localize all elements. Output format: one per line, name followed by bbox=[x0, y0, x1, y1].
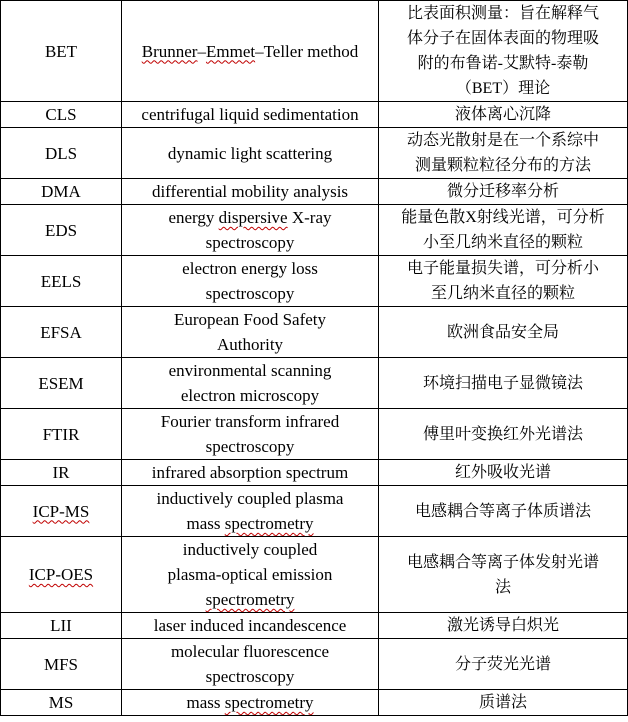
english-name-cell bbox=[122, 102, 379, 128]
english-text: infrared absorption spectrum bbox=[151, 463, 349, 482]
english-line bbox=[125, 179, 375, 204]
chinese-name-cell bbox=[379, 128, 628, 179]
chinese-name-cell bbox=[379, 1, 628, 102]
english-line bbox=[125, 102, 375, 127]
english-text: laser induced incandescence bbox=[153, 616, 347, 635]
misspelled-word: spectrometry bbox=[224, 693, 314, 712]
misspelled-word: Brunner bbox=[141, 41, 198, 61]
chinese-line: 电感耦合等离子体发射光谱 bbox=[406, 553, 599, 571]
abbreviation-text: CLS bbox=[45, 105, 77, 124]
chinese-name-cell bbox=[379, 179, 628, 205]
english-line bbox=[125, 511, 375, 536]
chinese-line: 傅里叶变换红外光谱法 bbox=[422, 425, 583, 443]
english-line bbox=[125, 141, 375, 166]
chinese-line: 能量色散X射线光谱，可分析 bbox=[401, 209, 605, 226]
english-name-cell bbox=[122, 639, 379, 690]
table-row bbox=[1, 486, 628, 537]
table-row bbox=[1, 639, 628, 690]
english-name-cell bbox=[122, 1, 379, 102]
abbreviation-cell bbox=[1, 537, 122, 613]
misspelled-word: spectrometry bbox=[205, 590, 295, 609]
chinese-name-cell bbox=[379, 639, 628, 690]
misspelled-word: Emmet bbox=[205, 41, 256, 61]
english-text: energy bbox=[168, 208, 219, 227]
english-line bbox=[125, 383, 375, 408]
english-line bbox=[125, 486, 375, 511]
english-text: molecular fluorescence bbox=[170, 642, 330, 661]
english-line bbox=[125, 562, 375, 587]
table-row bbox=[1, 613, 628, 639]
table-row bbox=[1, 1, 628, 102]
english-name-cell bbox=[122, 179, 379, 205]
abbreviation-cell bbox=[1, 307, 122, 358]
chinese-name-cell bbox=[379, 537, 628, 613]
chinese-name-cell bbox=[379, 358, 628, 409]
english-name-cell bbox=[122, 307, 379, 358]
abbreviation-text: EFSA bbox=[40, 322, 82, 342]
chinese-line: 体分子在固体表面的物理吸 bbox=[406, 30, 599, 47]
chinese-name-cell bbox=[379, 307, 628, 358]
english-text: X-ray bbox=[287, 208, 332, 227]
english-line bbox=[125, 460, 375, 485]
abbreviation-cell bbox=[1, 128, 122, 179]
english-text: electron microscopy bbox=[180, 386, 320, 405]
chinese-line: 分子荧光光谱 bbox=[454, 655, 551, 673]
english-name-cell bbox=[122, 409, 379, 460]
misspelled-word: spectrometry bbox=[224, 514, 314, 533]
abbreviation-text: DLS bbox=[44, 143, 78, 163]
english-text: centrifugal liquid sedimentation bbox=[141, 105, 359, 124]
table-row bbox=[1, 690, 628, 716]
chinese-name-cell bbox=[379, 613, 628, 639]
chinese-line: 比表面积测量：旨在解释气 bbox=[406, 5, 599, 22]
abbreviation-text: LII bbox=[50, 616, 72, 635]
english-name-cell bbox=[122, 205, 379, 256]
chinese-line: 微分迁移率分析 bbox=[446, 183, 559, 200]
english-line bbox=[125, 664, 375, 689]
english-name-cell bbox=[122, 690, 379, 716]
chinese-line: 动态光散射是在一个系综中 bbox=[406, 132, 599, 149]
english-line bbox=[125, 537, 375, 562]
english-line bbox=[125, 205, 375, 230]
chinese-line: 质谱法 bbox=[478, 694, 527, 711]
chinese-line: 电感耦合等离子体质谱法 bbox=[414, 502, 591, 520]
abbreviation-text: FTIR bbox=[42, 424, 80, 444]
abbreviation-cell bbox=[1, 179, 122, 205]
english-text: dynamic light scattering bbox=[167, 143, 333, 163]
chinese-line: （BET）理论 bbox=[455, 80, 551, 97]
english-name-cell bbox=[122, 613, 379, 639]
chinese-name-cell bbox=[379, 690, 628, 716]
chinese-name-cell bbox=[379, 409, 628, 460]
english-name-cell bbox=[122, 486, 379, 537]
english-line bbox=[125, 358, 375, 383]
english-text: Authority bbox=[216, 335, 284, 354]
misspelled-word: dispersive bbox=[218, 208, 288, 227]
table-row bbox=[1, 409, 628, 460]
chinese-line: 激光诱导白炽光 bbox=[446, 617, 559, 634]
english-text: –Teller method bbox=[255, 41, 359, 61]
abbreviation-text: MFS bbox=[43, 654, 79, 674]
chinese-name-cell bbox=[379, 486, 628, 537]
table-row bbox=[1, 179, 628, 205]
abbreviation-cell bbox=[1, 205, 122, 256]
english-line bbox=[125, 690, 375, 715]
table-row bbox=[1, 460, 628, 486]
chinese-name-cell bbox=[379, 205, 628, 256]
english-line bbox=[125, 587, 375, 612]
chinese-line: 液体离心沉降 bbox=[454, 106, 551, 123]
english-line bbox=[125, 281, 375, 306]
chinese-name-cell bbox=[379, 102, 628, 128]
english-text: inductively coupled plasma bbox=[156, 489, 344, 508]
english-text: environmental scanning bbox=[168, 361, 332, 380]
english-line bbox=[125, 230, 375, 255]
english-text: spectroscopy bbox=[205, 233, 295, 252]
abbreviation-cell bbox=[1, 102, 122, 128]
english-text: spectroscopy bbox=[205, 437, 295, 456]
chinese-name-cell bbox=[379, 256, 628, 307]
english-line bbox=[125, 332, 375, 357]
english-line bbox=[125, 639, 375, 664]
english-name-cell bbox=[122, 256, 379, 307]
chinese-line: 小至几纳米直径的颗粒 bbox=[422, 234, 583, 251]
english-text: differential mobility analysis bbox=[151, 182, 349, 201]
english-text: spectroscopy bbox=[205, 667, 295, 686]
abbreviation-text-misspelled: ICP-OES bbox=[28, 565, 94, 584]
table-row bbox=[1, 537, 628, 613]
english-text: Fourier transform infrared bbox=[160, 412, 340, 431]
chinese-line: 测量颗粒粒径分布的方法 bbox=[414, 157, 591, 174]
english-text: spectroscopy bbox=[205, 284, 295, 303]
english-text: plasma-optical emission bbox=[167, 565, 333, 584]
abbreviation-cell bbox=[1, 358, 122, 409]
abbreviation-text-misspelled: ICP-MS bbox=[32, 501, 90, 521]
abbreviation-cell bbox=[1, 486, 122, 537]
chinese-line: 至几纳米直径的颗粒 bbox=[430, 285, 575, 302]
table-row bbox=[1, 102, 628, 128]
english-line bbox=[125, 613, 375, 638]
abbreviation-cell bbox=[1, 256, 122, 307]
abbreviation-text: EDS bbox=[44, 220, 78, 240]
english-text: inductively coupled bbox=[182, 540, 318, 559]
abbreviation-cell bbox=[1, 690, 122, 716]
english-text: European Food Safety bbox=[173, 310, 327, 329]
english-text: – bbox=[197, 41, 206, 61]
table-row bbox=[1, 307, 628, 358]
english-line bbox=[125, 409, 375, 434]
english-name-cell bbox=[122, 460, 379, 486]
english-line bbox=[125, 256, 375, 281]
chinese-name-cell bbox=[379, 460, 628, 486]
abbreviation-cell bbox=[1, 1, 122, 102]
table-row bbox=[1, 205, 628, 256]
abbreviation-cell bbox=[1, 639, 122, 690]
abbreviation-cell bbox=[1, 460, 122, 486]
abbreviation-text: MS bbox=[48, 693, 74, 712]
table-body bbox=[1, 1, 628, 716]
abbreviation-cell bbox=[1, 409, 122, 460]
english-line bbox=[125, 307, 375, 332]
abbreviation-cell bbox=[1, 613, 122, 639]
chinese-line: 环境扫描电子显微镜法 bbox=[422, 374, 583, 392]
abbreviation-text: BET bbox=[44, 41, 78, 61]
table-row bbox=[1, 256, 628, 307]
abbreviation-text: DMA bbox=[41, 182, 81, 201]
english-name-cell bbox=[122, 128, 379, 179]
chinese-line: 电子能量损失谱，可分析小 bbox=[406, 260, 599, 277]
table-row bbox=[1, 358, 628, 409]
abbreviation-text: EELS bbox=[40, 271, 82, 291]
english-text: mass bbox=[186, 514, 225, 533]
abbreviation-text: ESEM bbox=[38, 373, 84, 393]
english-name-cell bbox=[122, 358, 379, 409]
english-line bbox=[125, 434, 375, 459]
chinese-line: 欧洲食品安全局 bbox=[446, 323, 559, 341]
chinese-line: 附的布鲁诺-艾默特-泰勒 bbox=[417, 55, 589, 72]
english-text: electron energy loss bbox=[182, 259, 318, 278]
abbreviation-text: IR bbox=[52, 463, 70, 482]
english-text: mass bbox=[186, 693, 225, 712]
english-name-cell bbox=[122, 537, 379, 613]
table-row bbox=[1, 128, 628, 179]
chinese-line: 法 bbox=[494, 578, 511, 596]
chinese-line: 红外吸收光谱 bbox=[454, 464, 551, 481]
english-line bbox=[125, 39, 375, 64]
